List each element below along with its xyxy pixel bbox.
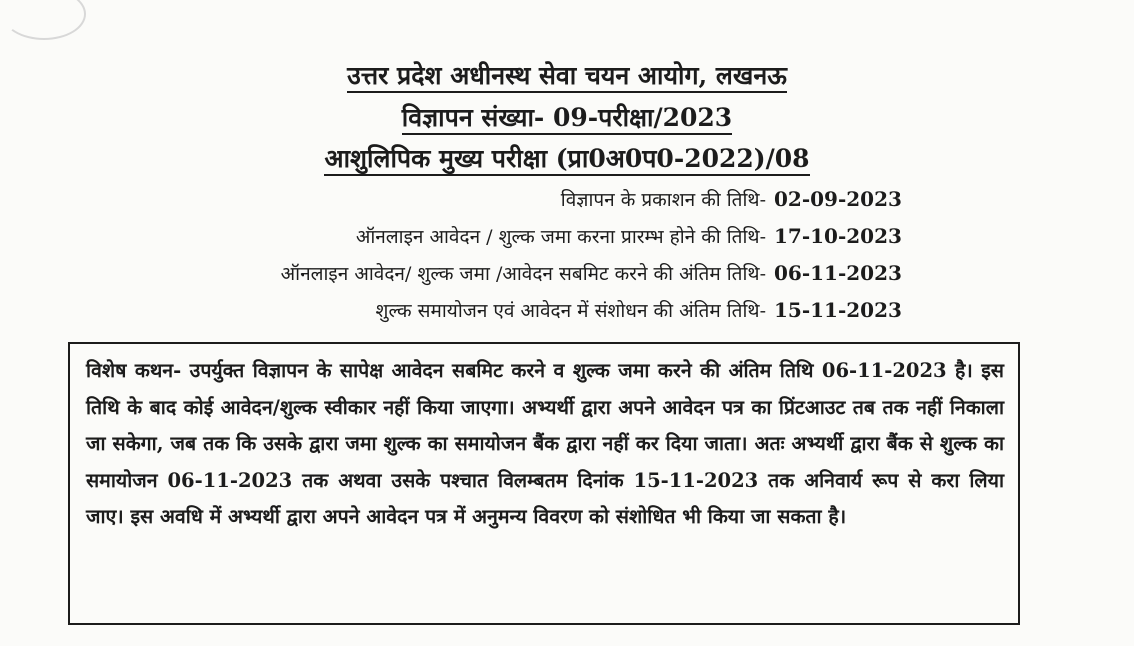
date-value: 17-10-2023 xyxy=(774,223,902,248)
date-label: विज्ञापन के प्रकाशन की तिथि- xyxy=(560,188,766,211)
date-row xyxy=(0,254,902,291)
date-row xyxy=(0,180,902,217)
date-value: 06-11-2023 xyxy=(774,260,902,285)
special-notice-box xyxy=(68,342,1020,625)
date-label: ऑनलाइन आवेदन / शुल्क जमा करना प्रारम्भ होने की तिथि- xyxy=(355,225,766,248)
header-advertisement xyxy=(0,100,1134,134)
header-exam xyxy=(0,141,1134,175)
important-dates xyxy=(0,180,902,328)
header-organization xyxy=(0,58,1134,92)
advertisement-number: विज्ञापन संख्या- 09-परीक्षा/2023 xyxy=(402,103,732,135)
date-row xyxy=(0,217,902,254)
date-row xyxy=(0,291,902,328)
date-label: ऑनलाइन आवेदन/ शुल्क जमा /आवेदन सबमिट करने की अंतिम तिथि- xyxy=(280,262,766,285)
date-value: 15-11-2023 xyxy=(774,297,902,322)
special-notice-text: विशेष कथन- उपर्युक्त विज्ञापन के सापेक्ष आवेदन सबमिट करने व शुल्क जमा करने की अंतिम तिथि 06-11-2023 है। इस तिथि के बाद कोई आवेदन/शुल्क स्वीकार नहीं किया जाएगा। अभ्यर्थी द्वारा अपने आवेदन पत्र का प्रिंटआउट तब तक नहीं निकाला जा सकेगा, जब तक कि उसके द्वारा जमा शुल्क का समायोजन बैंक द्वारा नहीं कर दिया जाता। अतः अभ्यर्थी द्वारा बैंक से शुल्क का समायोजन 06-11-2023 तक अथवा उसके पश्चात विलम्बतम दिनांक 15-11-2023 तक अनिवार्य रूप से करा लिया जाए। इस अवधि में अभ्यर्थी द्वारा अपने आवेदन पत्र में अनुमन्य विवरण को संशोधित भी किया जा सकता है। xyxy=(86,359,1004,528)
date-label: शुल्क समायोजन एवं आवेदन में संशोधन की अंतिम तिथि- xyxy=(375,299,766,322)
corner-smudge xyxy=(2,0,86,40)
organization-title: उत्तर प्रदेश अधीनस्थ सेवा चयन आयोग, लखनऊ xyxy=(347,61,787,93)
exam-title: आशुलिपिक मुख्य परीक्षा (प्रा0अ0प0-2022)/08 xyxy=(324,144,809,176)
date-value: 02-09-2023 xyxy=(774,186,902,211)
